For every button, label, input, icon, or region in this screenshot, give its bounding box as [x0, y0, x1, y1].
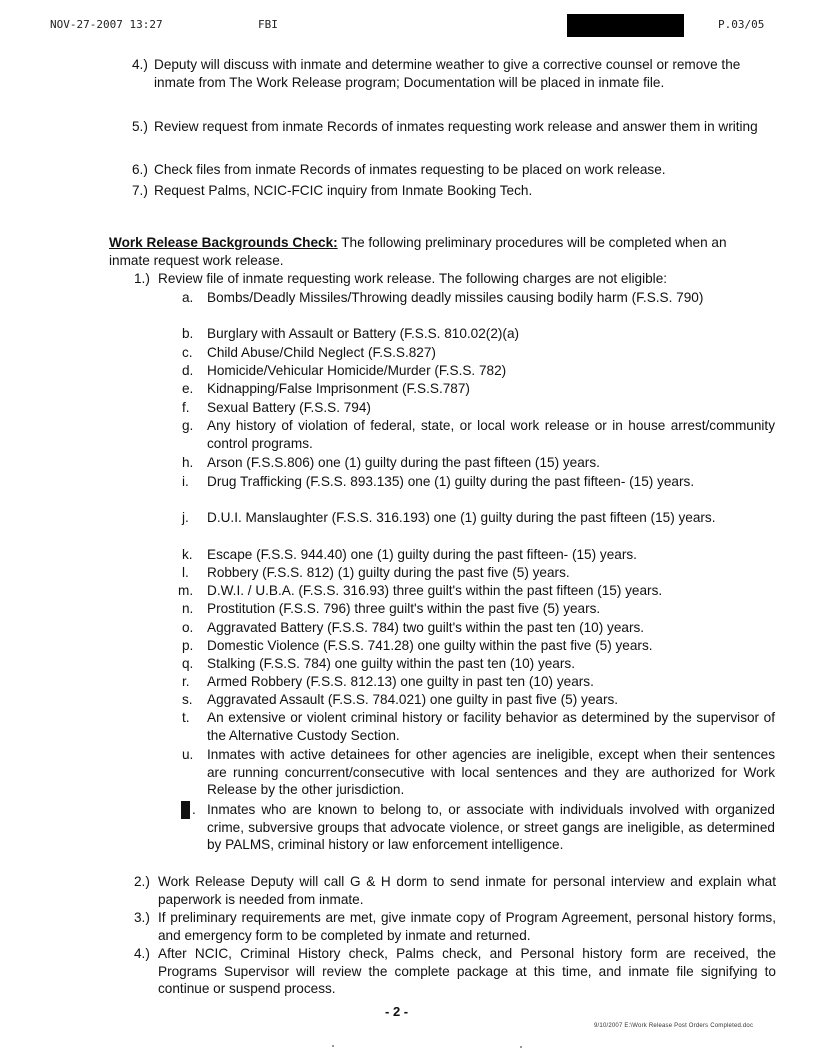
section-intro: The following preliminary procedures will be completed when an inmate request work release.: [109, 235, 727, 268]
fax-header: [0, 14, 817, 34]
section-paragraph: [109, 234, 769, 269]
footer-file-path: 9/10/2007 E:\Work Release Post Orders Completed.doc: [594, 1023, 754, 1029]
redaction-mark: [181, 801, 190, 819]
top-list-item: 7.) Request Palms, NCIC-FCIC inquiry from Inmate Booking Tech.: [132, 183, 533, 198]
fax-page-number: P.03/05: [718, 18, 765, 31]
top-list-item: 6.) Check files from inmate Records of inmates requesting to be placed on work release.: [132, 162, 666, 177]
bottom-list-item: 4.) After NCIC, Criminal History check, Palms check, and Personal history form are received, the Programs Supervisor will review the complete package at this time, and inmate file signifying to continue or suspend process.: [134, 946, 776, 996]
scan-speck: [520, 1046, 522, 1048]
section-heading: Work Release Backgrounds Check:: [109, 235, 338, 250]
redaction-box: [567, 14, 684, 37]
item-1: 1.) Review file of inmate requesting work release. The following charges are not eligible:: [134, 271, 668, 286]
fax-sender: FBI: [258, 18, 278, 31]
bottom-list-item: 2.) Work Release Deputy will call G & H dorm to send inmate for personal interview and explain what paperwork is needed from inmate.: [134, 874, 776, 907]
top-list-item: 5.) Review request from inmate Records of inmates requesting work release and answer them in writing: [132, 119, 758, 134]
page-number: - 2 -: [385, 1004, 409, 1019]
fax-date: NOV-27-2007 13:27: [50, 18, 163, 31]
top-list-item: 4.) Deputy will discuss with inmate and determine weather to give a corrective counsel or remove the inmate from The Work Release program; Documentation will be placed in inmate file.: [132, 57, 741, 90]
bottom-list-item: 3.) If preliminary requirements are met, give inmate copy of Program Agreement, personal history forms, and emergency form to be completed by inmate and returned.: [134, 910, 776, 943]
scan-speck: [332, 1045, 334, 1047]
